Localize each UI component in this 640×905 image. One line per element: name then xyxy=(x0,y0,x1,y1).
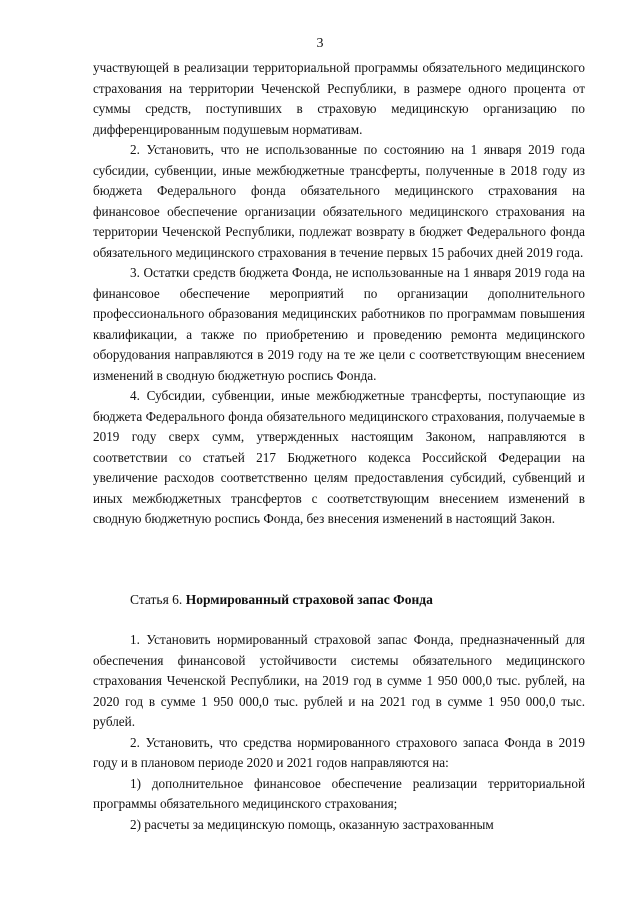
article-title: Нормированный страховой запас Фонда xyxy=(185,592,433,607)
article-label: Статья 6. xyxy=(130,592,183,607)
paragraph-6-2-item-1: 1) дополнительное финансовое обеспечение реализации территориальной программы обязательного медицинского страхования; xyxy=(93,775,585,811)
text-block-upper xyxy=(93,58,585,530)
page-number: 3 xyxy=(316,36,324,51)
paragraph-4: 4. Субсидии, субвенции, иные межбюджетные трансферты, поступающие из бюджета Федерального фонда обязательного медицинского страхования, получаемые в 2019 году сверх сумм, утвержденных настоящим Законом, направляются в соответствии со статьей 217 Бюджетного кодекса Российской Федерации на увеличение расходов соответственно целям предоставления субсидий, субвенций и иных межбюджетных трансфертов с соответствующим внесением изменений в сводную бюджетную роспись Фонда, без внесения изменений в настоящий Закон. xyxy=(93,388,585,526)
paragraph-2: 2. Установить, что не использованные по состоянию на 1 января 2019 года субсидии, субвенции, иные межбюджетные трансферты, полученные в 2018 году из бюджета Федерального фонда обязательного медицинского страхования на финансовое обеспечение организации обязательного медицинского страхования на территории Чеченской Республики, подлежат возврату в бюджет Федерального фонда обязательного медицинского страхования в течение первых 15 рабочих дней 2019 года. xyxy=(93,142,585,260)
paragraph-6-2-item-2: 2) расчеты за медицинскую помощь, оказанную застрахованным xyxy=(130,816,494,832)
paragraph-6-2: 2. Установить, что средства нормированного страхового запаса Фонда в 2019 году и в плановом периоде 2020 и 2021 годов направляются на: xyxy=(93,734,585,770)
text-block-lower xyxy=(93,630,585,835)
article-heading xyxy=(130,592,433,608)
paragraph-6-1: 1. Установить нормированный страховой запас Фонда, предназначенный для обеспечения финансовой устойчивости системы обязательного медицинского страхования Чеченской Республики, на 2019 год в сумме 1 950 000,0 тыс. рублей, на 2020 год в сумме 1 950 000,0 тыс. рублей и на 2021 год в сумме 1 950 000,0 тыс. рублей. xyxy=(93,632,585,729)
paragraph-3: 3. Остатки средств бюджета Фонда, не использованные на 1 января 2019 года на финансовое обеспечение мероприятий по организации дополнительного профессионального образования медицинских работников по программам повышения квалификации, а также по приобретению и проведению ремонта медицинского оборудования направляются в 2019 году на те же цели с соответствующим внесением изменений в сводную бюджетную роспись Фонда. xyxy=(93,265,585,383)
paragraph-continuation: участвующей в реализации территориальной программы обязательного медицинского страхования на территории Чеченской Республики, в размере одного процента от суммы средств, поступивших в страховую медицинскую организацию по дифференцированным подушевым нормативам. xyxy=(93,60,585,137)
